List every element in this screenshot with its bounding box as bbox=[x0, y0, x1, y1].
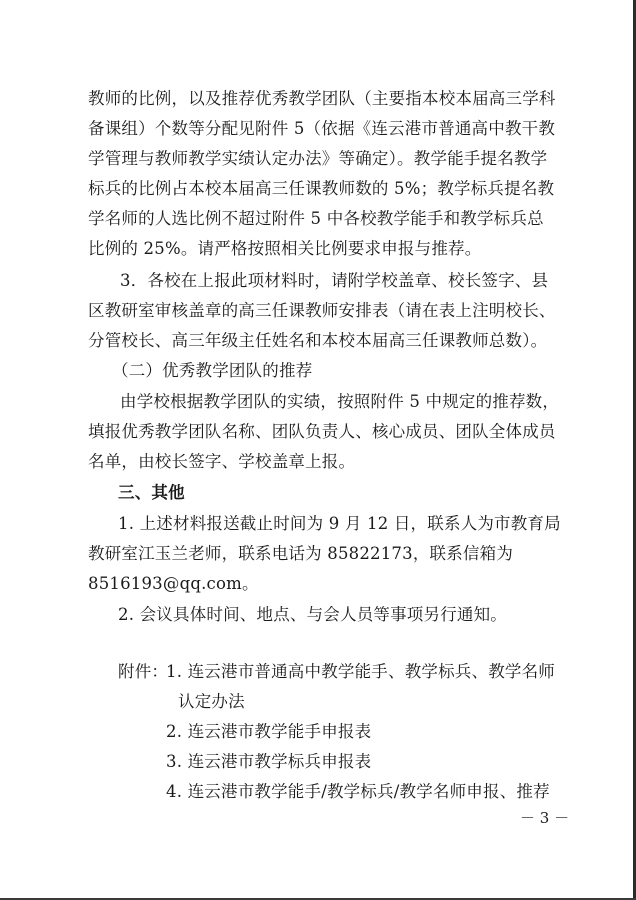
paragraph-line-2: 备课组）个数等分配见附件 5（依据《连云港市普通高中教干教 bbox=[88, 119, 556, 138]
notice-line: 2. 会议具体时间、地点、与会人员等事项另行通知。 bbox=[118, 605, 507, 624]
subsection-line-1: 由学校根据教学团队的实绩，按照附件 5 中规定的推荐数， bbox=[120, 392, 560, 411]
attachment-item-4: 4. 连云港市教学能手/教学标兵/教学名师申报、推荐 bbox=[166, 782, 550, 801]
item-3-line-1: 3．各校在上报此项材料时，请附学校盖章、校长签字、县 bbox=[120, 271, 549, 290]
subsection-heading: （二）优秀教学团队的推荐 bbox=[112, 361, 313, 380]
contact-email: 8516193@qq.com。 bbox=[88, 574, 259, 593]
contact-line-1: 1. 上述材料报送截止时间为 9 月 12 日，联系人为市教育局 bbox=[118, 514, 561, 533]
paragraph-line-3: 学管理与教师教学实绩认定办法》等确定）。教学能手提名教学 bbox=[88, 149, 548, 168]
page-number: － 3 － bbox=[520, 809, 570, 827]
attachment-item-3: 3. 连云港市教学标兵申报表 bbox=[166, 752, 372, 771]
item-3-line-2: 区教研室审核盖章的高三任课教师安排表（请在表上注明校长、 bbox=[88, 301, 556, 320]
paragraph-line-1: 教师的比例，以及推荐优秀教学团队（主要指本校本届高三学科 bbox=[88, 89, 556, 108]
paragraph-line-5: 学名师的人选比例不超过附件 5 中各校教学能手和教学标兵总 bbox=[88, 209, 544, 228]
subsection-line-3: 名单，由校长签字、学校盖章上报。 bbox=[88, 452, 356, 471]
subsection-line-2: 填报优秀教学团队名称、团队负责人、核心成员、团队全体成员 bbox=[88, 422, 556, 441]
attachment-item-2: 2. 连云港市教学能手申报表 bbox=[166, 722, 372, 741]
attachment-item-1-cont: 认定办法 bbox=[178, 692, 245, 711]
attachment-item-1: 1. 连云港市普通高中教学能手、教学标兵、教学名师 bbox=[166, 662, 555, 681]
contact-line-2: 教研室江玉兰老师，联系电话为 85822173，联系信箱为 bbox=[88, 544, 514, 563]
item-3-line-3: 分管校长、高三年级主任姓名和本校本届高三任课教师总数）。 bbox=[88, 331, 548, 350]
paragraph-line-6: 比例的 25%。请严格按照相关比例要求申报与推荐。 bbox=[88, 239, 482, 258]
paragraph-line-4: 标兵的比例占本校本届高三任课教师数的 5%；教学标兵提名教 bbox=[88, 179, 555, 198]
section-heading: 三、其他 bbox=[118, 483, 185, 502]
attachments-label: 附件： bbox=[118, 662, 169, 681]
